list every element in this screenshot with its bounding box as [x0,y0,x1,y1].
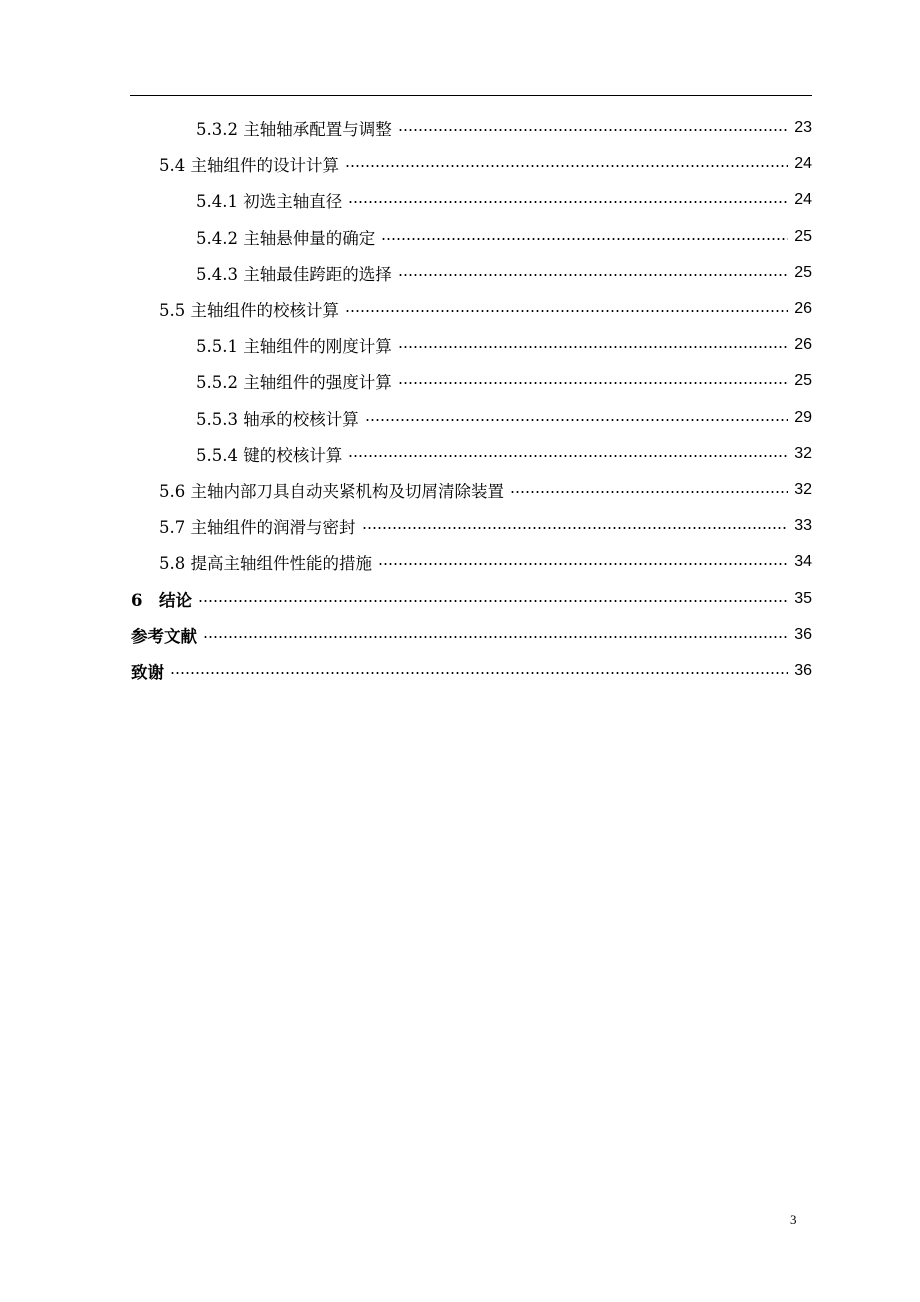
toc-leader-dots [365,419,788,421]
toc-entry[interactable] [131,653,812,689]
toc-entry-page: 29 [794,408,812,426]
toc-leader-dots [170,672,788,674]
toc-leader-dots [381,238,788,240]
toc-entry[interactable] [196,219,812,255]
toc-entry[interactable] [196,363,812,399]
toc-leader-dots [398,346,788,348]
toc-entry-title: 5.6 主轴内部刀具自动夹紧机构及切屑清除装置 [159,482,504,501]
toc-entry-page: 25 [794,372,812,390]
toc-entry[interactable] [159,472,812,508]
toc-entry-title: 5.3.2 主轴轴承配置与调整 [196,120,392,139]
toc-leader-dots [362,527,789,529]
toc-leader-dots [398,274,788,276]
toc-entry-title: 5.5.4 键的校核计算 [196,445,343,465]
toc-entry-page: 36 [794,625,812,643]
toc-entry[interactable] [159,544,812,580]
toc-leader-dots [348,201,788,203]
toc-entry-page: 33 [794,517,812,535]
toc-leader-dots [510,491,788,493]
toc-entry[interactable] [159,146,812,182]
toc-entry-page: 34 [794,553,812,571]
toc-entry-title: 5.4.2 主轴悬伸量的确定 [196,228,376,248]
toc-entry-title: 5.4.1 初选主轴直径 [196,192,343,212]
toc-entry[interactable] [196,400,812,436]
toc-entry-page: 25 [794,263,812,281]
toc-entry[interactable] [131,617,812,653]
toc-entry-title: 5.8 提高主轴组件性能的措施 [159,554,372,574]
toc-entry-title: 5.5.2 主轴组件的强度计算 [196,373,392,393]
toc-leader-dots [398,129,788,131]
toc-leader-dots [345,310,788,312]
toc-leader-dots [345,165,788,167]
page-number: 3 [790,1212,797,1227]
toc-leader-dots [198,600,788,602]
header-rule [130,95,812,96]
toc-entry-title: 5.5.3 轴承的校核计算 [196,409,359,429]
toc-leader-dots [203,636,788,638]
toc-entry-title: 5.4 主轴组件的设计计算 [159,156,339,176]
toc-entry-title: 5.5 主轴组件的校核计算 [159,301,339,320]
toc-entry[interactable] [196,182,812,218]
toc-entry[interactable] [131,581,812,617]
toc-entry-title: 6 结论 [131,590,192,610]
toc-leader-dots [348,455,788,457]
toc-entry-title: 5.4.3 主轴最佳跨距的选择 [196,264,392,284]
toc-leader-dots [378,563,788,565]
toc-entry[interactable] [196,436,812,472]
toc-entry-page: 26 [794,300,812,317]
toc-entry-title: 5.5.1 主轴组件的刚度计算 [196,337,392,357]
toc-entry-page: 36 [794,662,812,679]
toc-entry-title: 参考文献 [131,626,197,646]
toc-entry-page: 24 [794,155,812,173]
toc-entry-page: 35 [794,589,812,607]
toc-entry-title: 5.7 主轴组件的润滑与密封 [159,518,356,538]
toc-entry-page: 32 [794,444,812,462]
toc-entry[interactable] [159,508,812,544]
toc-entry-page: 23 [794,119,812,136]
toc-entry[interactable] [159,291,812,327]
toc-entry[interactable] [196,255,812,291]
toc-entry-page: 24 [794,191,812,209]
toc-entry-page: 26 [794,336,812,354]
toc-entry[interactable] [196,327,812,363]
toc-leader-dots [398,382,788,384]
toc-entry-title: 致谢 [131,663,164,682]
toc-entry-page: 32 [794,481,812,498]
toc-entry[interactable] [196,110,812,146]
toc-entry-page: 25 [794,227,812,245]
